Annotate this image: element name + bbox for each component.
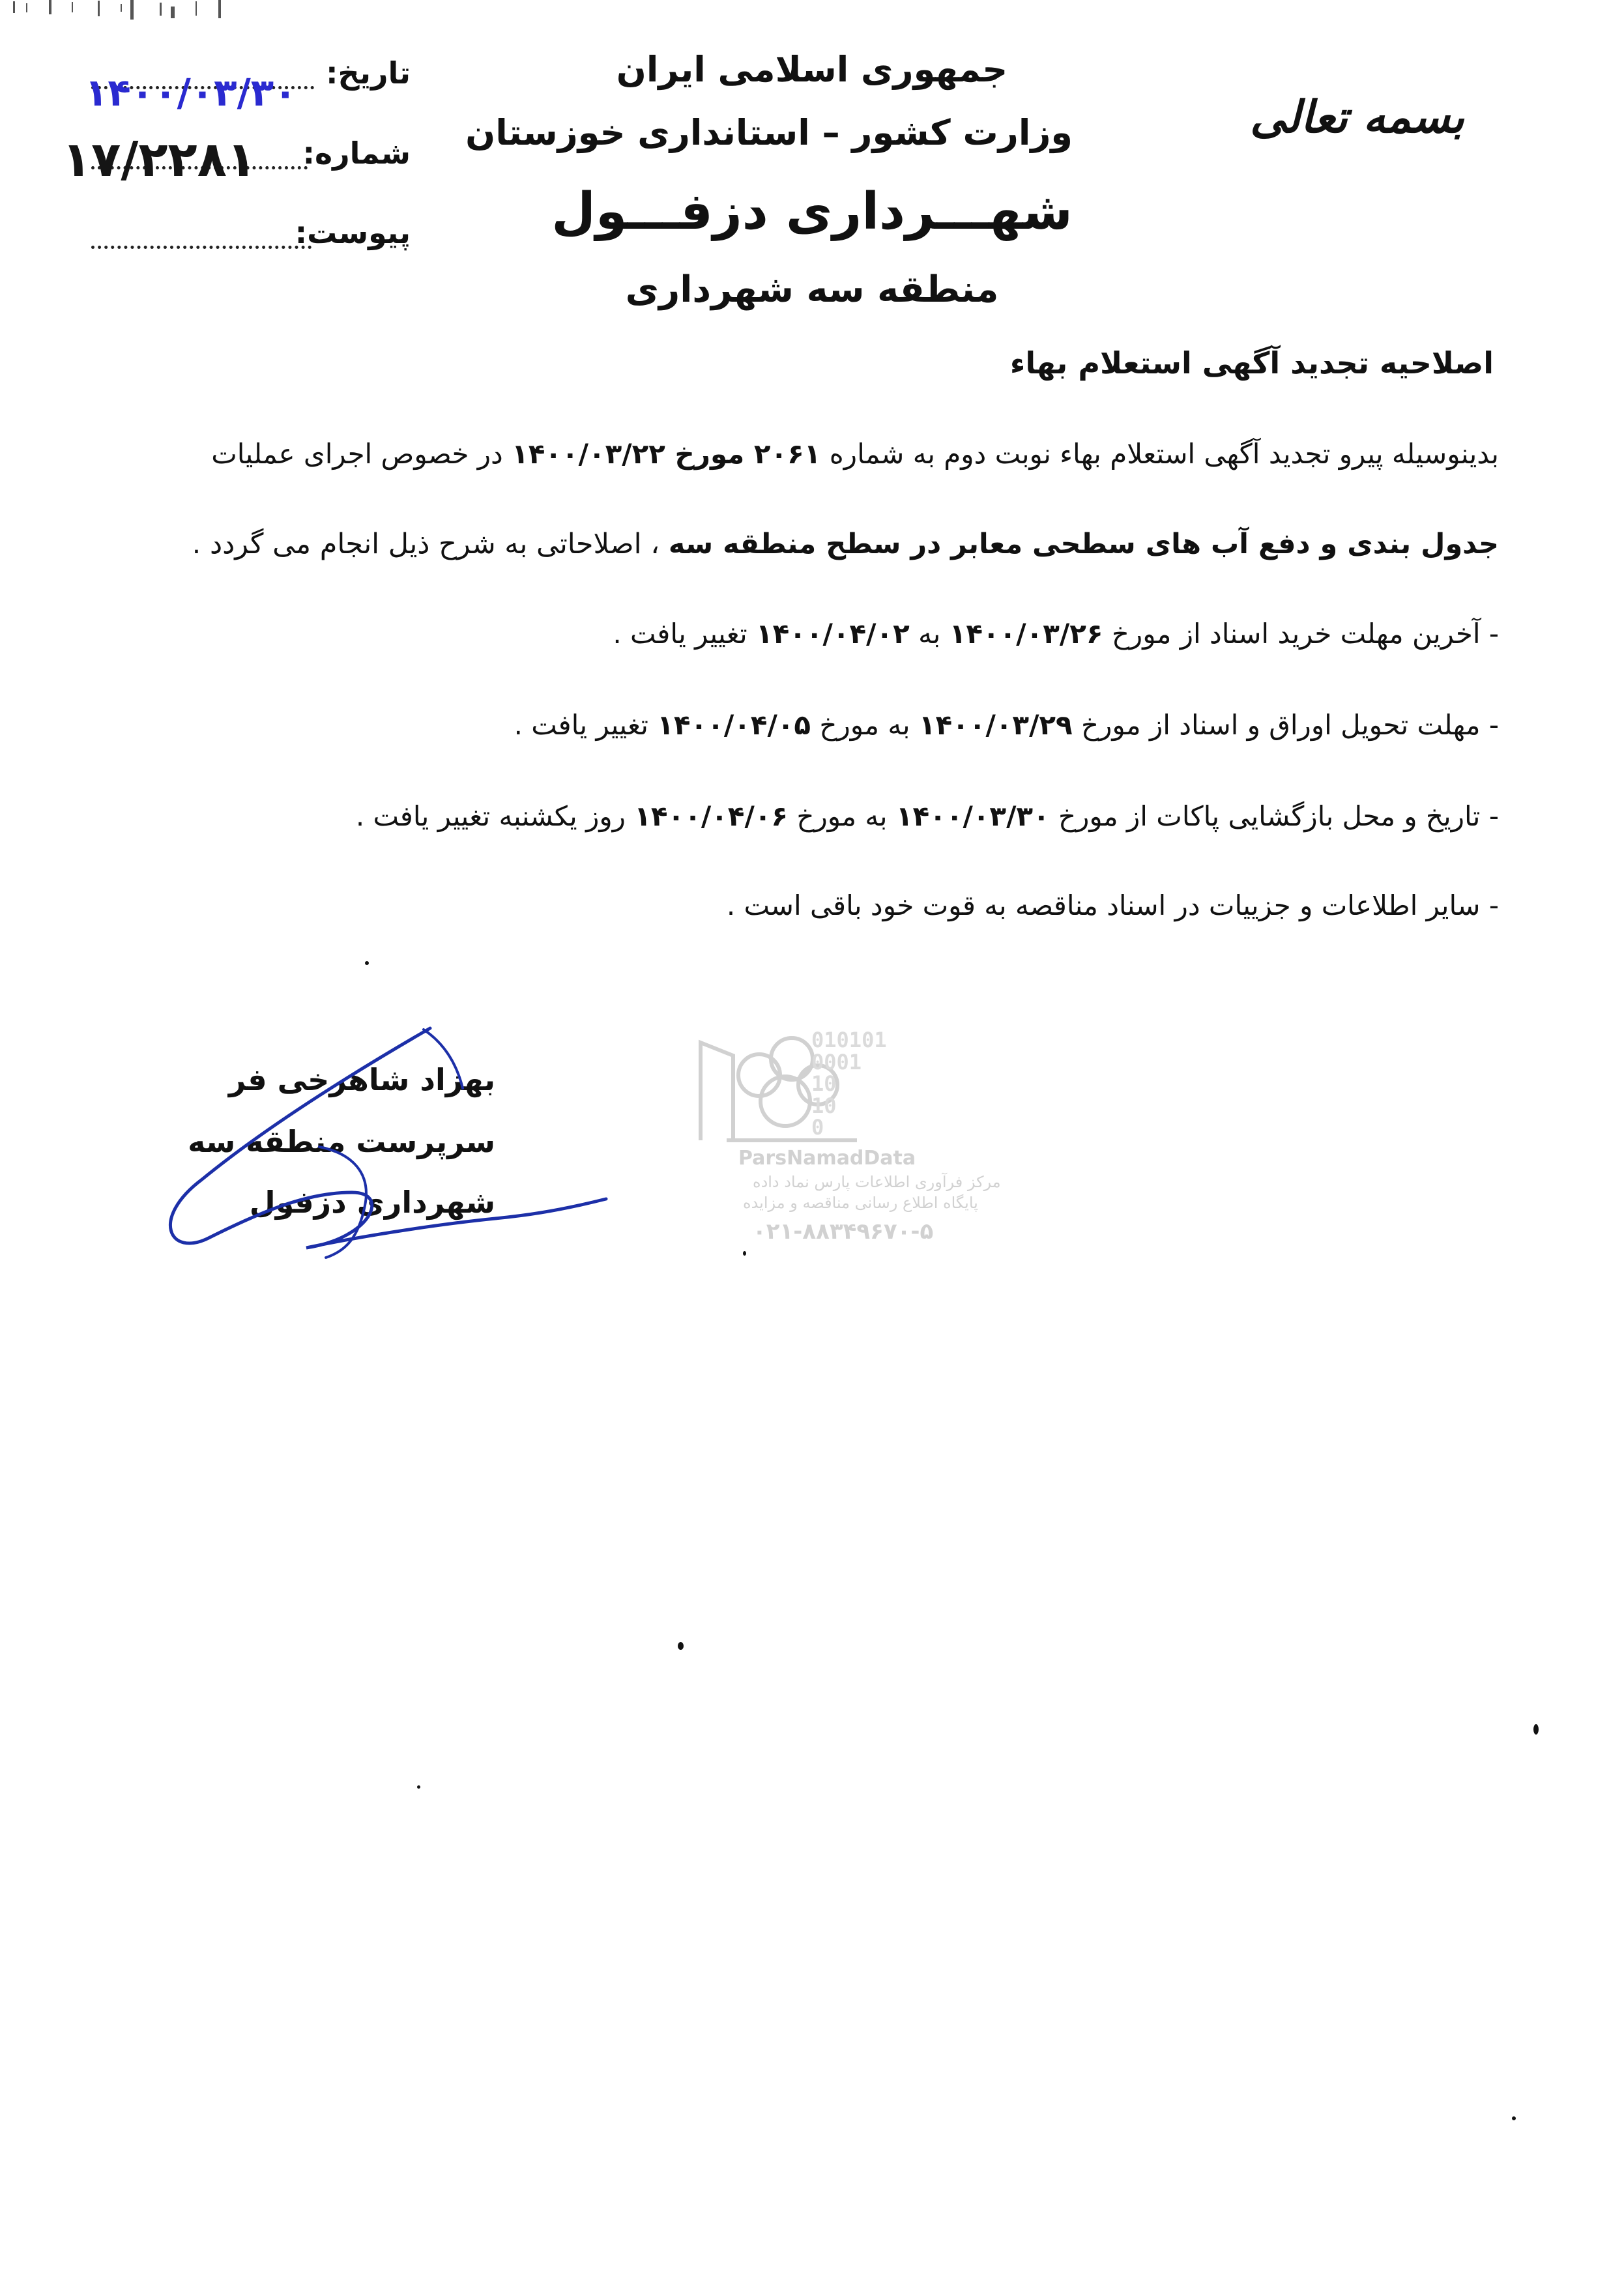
bullet-old-date: ۱۴۰۰/۰۳/۲۶ xyxy=(949,618,1103,650)
bullet-item xyxy=(130,618,1499,650)
intro-text-1: بدینوسیله پیرو تجدید آگهی استعلام بهاء نوبت دوم به شماره xyxy=(820,438,1499,470)
bullet-new-date: ۱۴۰۰/۰۴/۰۶ xyxy=(634,800,789,832)
number-label: شماره: xyxy=(302,136,411,171)
attachment-dotted-line xyxy=(91,246,312,249)
bullet-text: - مهلت تحویل اوراق و اسناد از مورخ xyxy=(1072,709,1499,741)
intro-text-2: در خصوص اجرای عملیات xyxy=(211,438,512,470)
stamp-line-2: پایگاه اطلاع رسانی مناقصه و مزایده xyxy=(743,1194,978,1212)
bullet-item xyxy=(130,709,1499,742)
number-handwritten: ۱۷/۲۲۸۱ xyxy=(62,132,257,188)
signature-icon xyxy=(156,1023,626,1271)
date-label: تاریخ: xyxy=(326,55,411,91)
stamp-line-1: مرکز فرآوری اطلاعات پارس نماد داده xyxy=(753,1173,1001,1191)
bullet-item xyxy=(130,800,1499,833)
scan-speck xyxy=(743,1251,746,1256)
bullet-new-date: ۱۴۰۰/۰۴/۰۵ xyxy=(657,709,811,741)
bullet-text: - آخرین مهلت خرید اسناد از مورخ xyxy=(1103,618,1499,650)
stamp-brand: ParsNamadData xyxy=(738,1147,916,1170)
bullet-text: به xyxy=(909,618,950,650)
scan-speck xyxy=(365,961,369,965)
project-paragraph xyxy=(130,528,1499,562)
scan-speck xyxy=(417,1785,420,1789)
project-title: جدول بندی و دفع آب های سطحی معابر در سطح منطقه سه xyxy=(668,528,1499,560)
signatory-title: سرپرست منطقه سه xyxy=(188,1124,495,1159)
bullet-new-date: ۱۴۰۰/۰۴/۰۲ xyxy=(756,618,910,650)
bullet-old-date: ۱۴۰۰/۰۳/۲۹ xyxy=(918,709,1073,741)
header-ministry: وزارت کشور – استانداری خوزستان xyxy=(465,112,1073,153)
bullet-text: تغییر یافت . xyxy=(613,618,757,650)
header-country: جمهوری اسلامی ایران xyxy=(616,49,1008,90)
watermark-stamp xyxy=(688,1028,1001,1251)
closing-line: - سایر اطلاعات و جزییات در اسناد مناقصه به قوت خود باقی است . xyxy=(726,889,1499,921)
signatory-name: بهزاد شاهرخی فر xyxy=(228,1062,495,1097)
attachment-field xyxy=(85,215,411,254)
bullet-text: - تاریخ و محل بازگشایی پاکات از مورخ xyxy=(1049,800,1499,832)
scan-speck xyxy=(1512,2116,1516,2120)
header-municipality: شهـــرداری دزفـــول xyxy=(551,182,1073,241)
bullet-text: روز یکشنبه تغییر یافت . xyxy=(355,800,635,832)
header-district: منطقه سه شهرداری xyxy=(625,268,999,311)
signatory-organization: شهرداری دزفول xyxy=(249,1185,495,1220)
intro-paragraph xyxy=(130,438,1499,470)
bullet-text: به مورخ xyxy=(811,709,919,741)
intro-reference: ۲۰۶۱ مورخ ۱۴۰۰/۰۳/۲۲ xyxy=(512,438,821,470)
scan-noise xyxy=(0,0,1624,26)
project-tail: ، اصلاحاتی به شرح ذیل انجام می گردد . xyxy=(192,528,669,560)
bullet-text: به مورخ xyxy=(788,800,896,832)
stamp-phone: ۰۲۱-۸۸۳۴۹۶۷۰-۵ xyxy=(753,1218,934,1245)
date-handwritten: ۱۴۰۰/۰۳/۳۰ xyxy=(85,70,297,115)
basmala: بسمه تعالی xyxy=(1250,91,1464,143)
bullet-text: تغییر یافت . xyxy=(514,709,658,741)
letter-subject: اصلاحیه تجدید آگهی استعلام بهاء xyxy=(1009,345,1494,381)
scan-speck xyxy=(678,1642,684,1650)
scan-speck xyxy=(1533,1724,1539,1735)
stamp-binary: 010101 0001 10 10 0 xyxy=(811,1028,887,1140)
bullet-old-date: ۱۴۰۰/۰۳/۳۰ xyxy=(895,800,1050,832)
attachment-label: پیوست: xyxy=(295,215,411,250)
